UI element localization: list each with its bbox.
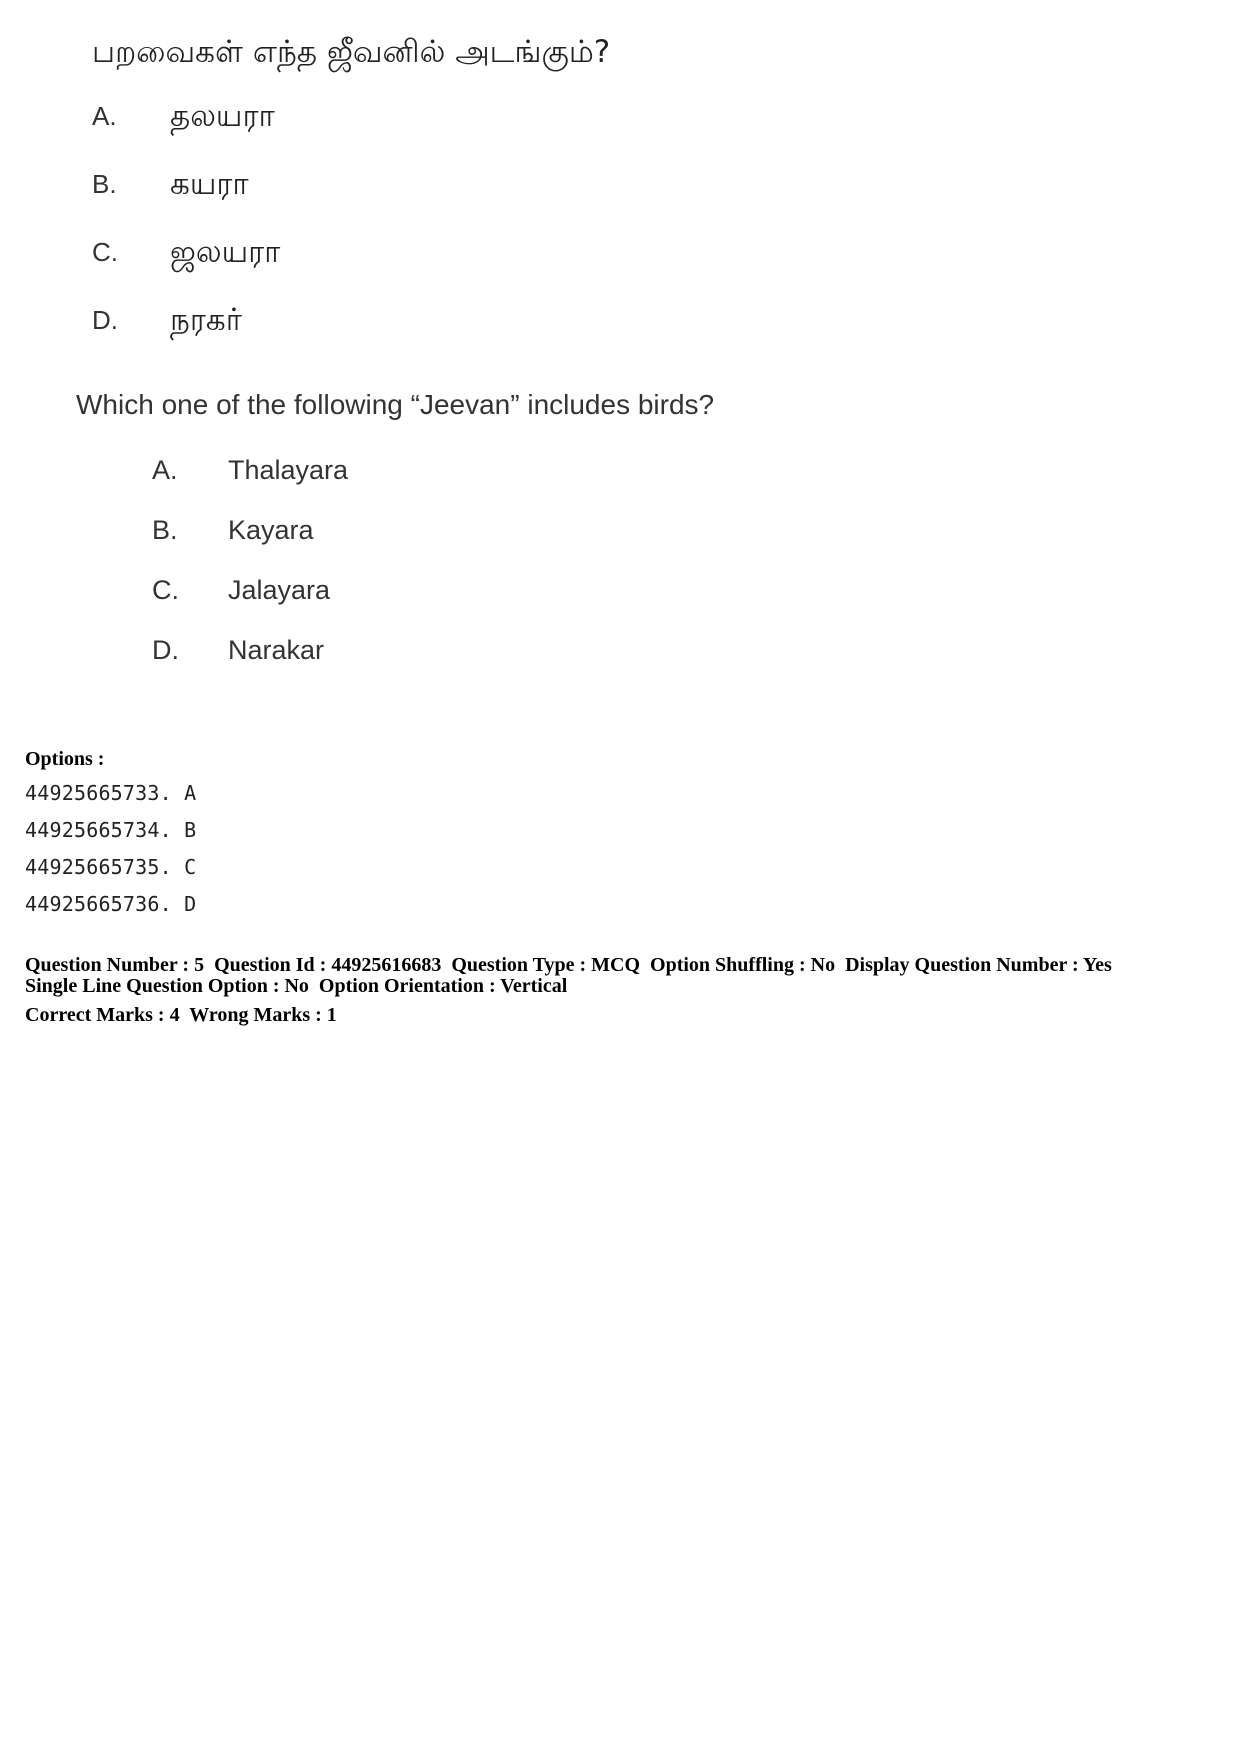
option-letter: D. (152, 635, 179, 665)
option-text: நரகர் (170, 302, 242, 338)
option-text: Narakar (228, 635, 325, 665)
option-id-list (25, 775, 196, 923)
english-option-b (152, 500, 872, 560)
option-letter: C. (152, 575, 179, 605)
option-id-item: 44925665733. A (25, 781, 197, 805)
option-letter: B. (152, 515, 178, 545)
english-question-block (76, 380, 796, 680)
tamil-question-text: பறவைகள் எந்த ஜீவனில் அடங்கும்? (92, 34, 611, 70)
option-letter: D. (92, 305, 118, 335)
option-id-item: 44925665736. D (25, 892, 197, 916)
metadata-line-2: Single Line Question Option : No Option Orientation : Vertical (25, 975, 568, 997)
english-options-list (152, 440, 872, 680)
english-question-text: Which one of the following “Jeevan” includes birds? (76, 389, 715, 420)
tamil-question-block (92, 28, 792, 354)
tamil-option-c (92, 218, 792, 286)
marks-line: Correct Marks : 4 Wrong Marks : 1 (25, 1004, 337, 1026)
option-text: கயரா (170, 166, 249, 202)
metadata-line-1: Question Number : 5 Question Id : 44925616683 Question Type : MCQ Option Shuffling : No Display Question Number : Yes (25, 954, 1112, 976)
option-letter: A. (92, 101, 117, 131)
english-option-c (152, 560, 872, 620)
tamil-options-list (92, 82, 792, 354)
options-label: Options : (25, 748, 105, 770)
english-option-d (152, 620, 872, 680)
tamil-option-a (92, 82, 792, 150)
option-id-item: 44925665735. C (25, 855, 197, 879)
option-text: Kayara (228, 515, 314, 545)
tamil-option-d (92, 286, 792, 354)
option-text: ஜலயரா (170, 234, 281, 270)
tamil-option-b (92, 150, 792, 218)
question-metadata (25, 955, 1112, 1026)
option-text: Jalayara (228, 575, 331, 605)
option-text: தலயரா (170, 98, 275, 134)
option-letter: A. (152, 455, 178, 485)
option-letter: B. (92, 169, 117, 199)
option-text: Thalayara (228, 455, 349, 485)
english-option-a (152, 440, 872, 500)
option-id-item: 44925665734. B (25, 818, 197, 842)
option-letter: C. (92, 237, 118, 267)
